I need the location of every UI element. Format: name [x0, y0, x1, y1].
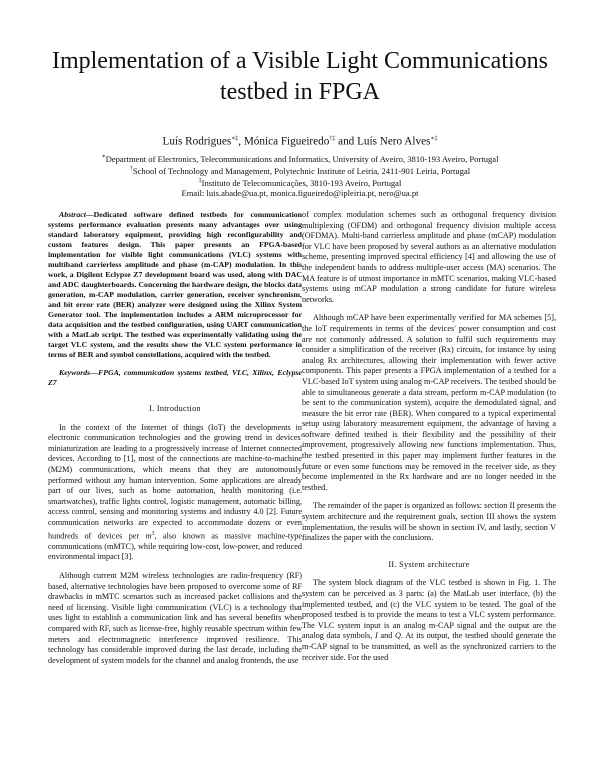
affiliation-1: [30, 152, 570, 165]
abstract-label: Abstract: [59, 210, 86, 219]
keywords-text: —FPGA, communication systems testbed, VLC, Xilinx, Eclypse Z7: [48, 368, 302, 387]
affiliation-1-text: Department of Electronics, Telecommunications and Informatics, University of Aveiro, 3810-193 Aveiro, Portugal: [105, 153, 499, 164]
paper-title: Implementation of a Visible Light Communications testbed in FPGA: [51, 48, 549, 105]
affiliation-2-text: School of Technology and Management, Polytechnic Institute of Leiria, 2411-901 Leiria, Portugal: [132, 165, 471, 176]
author-2-marks: †‡: [329, 136, 336, 142]
affiliation-3-mark: ‡: [198, 178, 202, 184]
intro-paragraph-5: The remainder of the paper is organized as follows: section II presents the system architecture and the requirement goals, section III shows the system implementation, the results will be shown in section IV, and lastly, section V finalizes the paper with the conclusions.: [302, 501, 556, 543]
author-3: Luís Nero Alves: [357, 135, 431, 148]
affiliation-3-text: Instituto de Telecomunicações, 3810-193 Aveiro, Portugal: [201, 177, 402, 188]
intro-p1-math: m: [145, 531, 152, 541]
abstract: [48, 210, 302, 360]
keywords-label: Keywords: [59, 368, 91, 377]
intro-paragraph-2: Although current M2M wireless technologies are radio-frequency (RF) based, alternative technologies have been proposed to overcome some of RF drawbacks in mMTC scenarios such as increased packet collisions and the need of licensing. Visible light communication (VLC) is a technology that uses light to establish a communication link and has several benefits when compared with RF, such as license-free, highly reusable spectrum within few meters and electromagnetic interference improved resilience. This technology has considerable improved during the last decade, including the development of system models for the channel and analog frontends, the use: [48, 571, 302, 665]
intro-paragraph-4: Although mCAP have been experimentally verified for MA schemes [5], the IoT requirements in terms of the devices' power consumption and cost are not commonly addressed. A solution to fulfil such requirements may consider a simplification of the receiver (Rx) circuits, for instance by using analog Rx architectures, allowing their implementation with fewer active components. This paper presents a FPGA implementation of a testbed for a VLC-based IoT system using analog m-CAP receivers. The testbed should be able to simultaneous generate a data stream, perform m-CAP modulation (to be sent to the communication system), acquire the demodulated signal, and measure the bit error rate (BER). When compared to a typical experimental setup using laboratory measurement equipment, the advantage of having a software defined testbed is their flexibility and the possibility of their improvement, progressively allowing new functions implementation. Thus, the testbed presented in this paper may implement further features in the future or even some functions may be removed in the receiver side, as they become implemented in the Rx hardware and are no longer needed in the testbed.: [302, 313, 556, 492]
affiliation-3: [30, 176, 570, 189]
sysarch-p1-symbol-i: I: [375, 631, 378, 641]
author-1: Luís Rodrigues: [162, 135, 232, 148]
intro-paragraph-3: of complex modulation schemes such as orthogonal frequency division multiplexing (OFDM) and orthogonal frequency division multiple access (OFDMA). Multi-band carrierless amplitude and phase (mCAP) modulation for VLC have been proposed by several authors as an alternative modulation scheme, presenting improved spectral efficiency [4] and allowing the use of the independent bands to address multiple-user access (MA) scenarios. The MA feature is of utmost importance in mMTC scenarios, making VLC-based systems using mCAP modulation a strong candidate for future wireless networks.: [302, 210, 556, 304]
author-1-marks: ∗‡: [231, 136, 239, 142]
intro-p1-text-a: In the context of the Internet of things (IoT) the developments in electronic communication technologies and the growing trend in devices' miniaturization are leading to a progressively increase of Internet connected devices. According to [1], most of the connections are machine-to-machine (M2M) communications, which means that they are autonomously performed without any human intervention. Some applications are already part of our lives, such as home automation, health monitoring (i.e. smartwatches), traffic lights control, logistic management, automatic billing, access control, sensing and monitoring systems and industry 4.0 [2]. Future communication networks are expected to accommodate dozens or even hundreds of devices per: [48, 422, 302, 541]
author-line: Luís Rodrigues∗‡, Mónica Figueiredo†‡ and Luís Nero Alves∗‡: [162, 135, 438, 148]
affiliation-2-mark: †: [129, 166, 133, 172]
sysarch-p1-text-b: . At its output, the testbed should generate the m-CAP signal to be transmitted, as well as the synchronized carriers to the receiver side. For the used: [302, 631, 557, 662]
affiliation-1-mark: ∗: [101, 154, 106, 160]
sysarch-p1-symbol-q: Q: [395, 631, 401, 641]
email-text: Email: luis.abade@ua.pt, monica.figueiredo@ipleiria.pt, nero@ua.pt: [181, 188, 419, 198]
sysarch-p1-and: and: [377, 631, 396, 641]
author-and: and: [338, 135, 355, 148]
sysarch-p1-text-a: The system block diagram of the VLC testbed is shown in Fig. 1. The system can be perceived as 3 parts: (a) the MatLab user interface, (b) the implemented testbed, and (c) the VLC system to be tested. The goal of the proposed testbed is to provide the means to test a VLC system performance. The VLC system input is an analog m-CAP signal and the output are the analog data symbols,: [302, 578, 556, 641]
keywords: [48, 368, 302, 388]
author-3-marks: ∗‡: [430, 136, 438, 142]
abstract-text: —Dedicated software defined testbeds for communication systems performance evaluation presents many advantages over using standard laboratory equipment, providing high reconfigurability and custom features design. This paper presents an FPGA-based implementation for visible light communications (VLC) systems with multiband carrierless amplitude and phase (m-CAP) modulation. In this work, a Digilent Eclypse Z7 development board was used, along with DAC and ADC daughterboards. Concerning the hardware design, the blocks data generation, m-CAP modulation, carrier generation, receiver synchronism, and bit error rate (BER) analyzer were designed using the Xilinx System Generator tool. The implementation includes a ARM microprocessor for data acquisition and the testbed configuration, using UART communication with a MatLab script. The testbed was experimentally validating using the target VLC system, and the results show the VLC system performance in terms of BER and symbol constellations, acquired with the testbed.: [48, 210, 302, 359]
right-column: [302, 210, 556, 663]
section-heading-system-architecture: II. System architecture: [388, 559, 470, 569]
intro-paragraph-1: [48, 423, 302, 563]
section-heading-introduction: I. Introduction: [149, 404, 201, 413]
email-line: [30, 188, 570, 199]
intro-p1-exponent: 3: [151, 530, 155, 537]
sysarch-paragraph-1: [302, 578, 556, 663]
left-column: [48, 210, 302, 666]
author-2: Mónica Figueiredo: [243, 135, 330, 148]
affiliation-2: [30, 164, 570, 177]
intro-p1-text-b: , also known as massive machine-type communications (mMTC), while requiring low-cost, low-power, and reduced environmental impact [3].: [48, 531, 303, 562]
